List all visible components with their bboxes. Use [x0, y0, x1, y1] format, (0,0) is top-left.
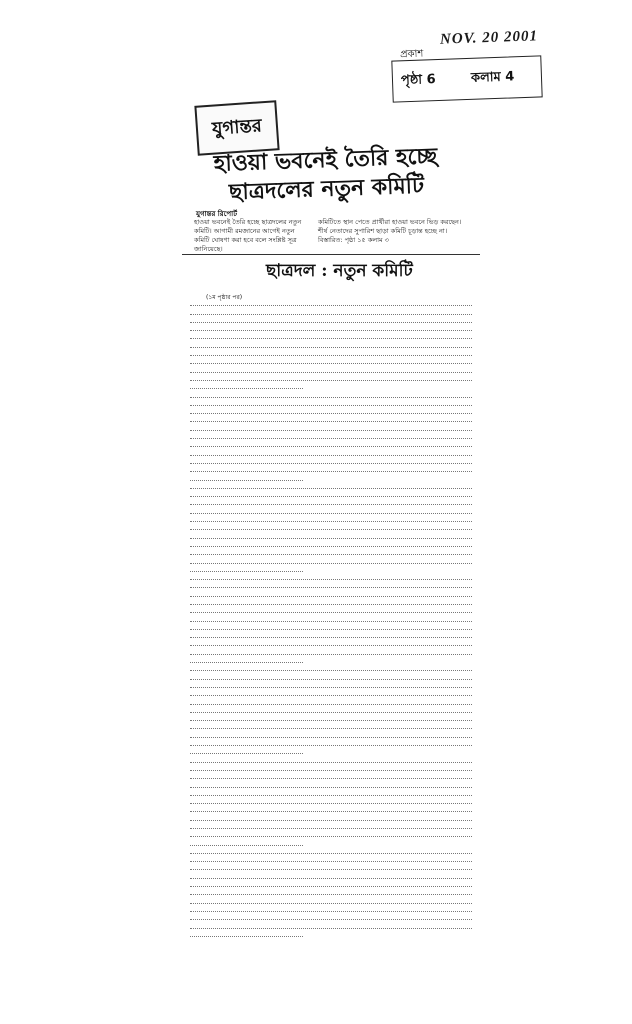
body-text-line — [190, 447, 472, 455]
body-text-line — [190, 812, 472, 820]
body-text-line — [190, 497, 472, 505]
body-text-line — [190, 771, 472, 779]
newspaper-logo: যুগান্তর — [194, 100, 279, 156]
body-text-line — [190, 696, 472, 704]
body-text-line — [190, 356, 472, 364]
body-text-line — [190, 688, 472, 696]
body-text-line — [190, 564, 303, 572]
body-text-line — [190, 514, 472, 522]
continuation-subhead: ছাত্রদল : নতুন কমিটি — [266, 261, 413, 281]
body-text-line — [190, 580, 472, 588]
body-text-line — [190, 680, 472, 688]
body-text-line — [190, 671, 472, 679]
body-text-line — [190, 846, 472, 854]
body-text-line — [190, 937, 472, 944]
body-text-line — [190, 879, 472, 887]
body-text-line — [190, 481, 472, 489]
body-text-line — [190, 348, 472, 356]
body-text-line — [190, 339, 472, 347]
body-text-line — [190, 738, 472, 746]
body-text-line — [190, 331, 472, 339]
article-body — [190, 298, 472, 944]
body-text-line — [190, 555, 472, 563]
body-text-line — [190, 837, 303, 845]
body-text-line — [190, 522, 472, 530]
body-text-line — [190, 796, 472, 804]
stamp-prefix: প্রকাশ — [399, 48, 424, 61]
body-text-line — [190, 439, 472, 447]
body-text-line — [190, 663, 472, 671]
body-text-line — [190, 895, 472, 903]
body-text-line — [190, 821, 472, 829]
body-text-line — [190, 829, 472, 837]
body-text-line — [190, 489, 472, 497]
body-text-line — [190, 431, 472, 439]
section-divider — [182, 254, 480, 255]
body-text-line — [190, 389, 472, 397]
body-text-line — [190, 588, 472, 596]
headline-line-2: ছাত্রদলের নতুন কমিটি — [228, 172, 425, 206]
body-text-line — [190, 315, 472, 323]
lead-paragraph: হাওয়া ভবনেই তৈরি হচ্ছে ছাত্রদলের নতুন কমিটি। আগামী রমজানের আগেই নতুন কমিটি ঘোষণা করা হবে বলে সংশ্লিষ্ট সূত্র জানিয়েছে। — [194, 218, 302, 253]
body-text-line — [190, 646, 472, 654]
body-text-line — [190, 862, 472, 870]
body-text-line — [190, 298, 472, 306]
body-text-line — [190, 763, 472, 771]
headline-line-1: হাওয়া ভবনেই তৈরি হচ্ছে — [213, 143, 438, 177]
body-text-line — [190, 530, 472, 538]
body-text-line — [190, 912, 472, 920]
body-text-line — [190, 381, 303, 389]
body-text-line — [190, 713, 472, 721]
body-text-line — [190, 323, 472, 331]
body-text-line — [190, 638, 472, 646]
body-text-line — [190, 456, 472, 464]
body-text-line — [190, 613, 472, 621]
body-text-line — [190, 406, 472, 414]
body-text-line — [190, 539, 472, 547]
body-text-line — [190, 887, 472, 895]
body-text-line — [190, 464, 472, 472]
body-text-line — [190, 505, 472, 513]
continued-marker: (১ম পৃষ্ঠার পর) — [206, 294, 243, 301]
body-text-line — [190, 472, 303, 480]
body-text-line — [190, 373, 472, 381]
body-text-line — [190, 904, 472, 912]
stamp-column-label: কলাম 4 — [470, 69, 515, 86]
body-text-line — [190, 721, 472, 729]
body-text-line — [190, 414, 472, 422]
body-text-line — [190, 364, 472, 372]
body-text-line — [190, 597, 472, 605]
reporter-byline: যুগান্তর রিপোর্ট — [196, 210, 238, 218]
body-text-line — [190, 655, 303, 663]
body-text-line — [190, 788, 472, 796]
body-text-line — [190, 854, 472, 862]
body-text-line — [190, 422, 472, 430]
body-text-line — [190, 630, 472, 638]
stamp-page-label: পৃষ্ঠা 6 — [400, 72, 436, 89]
headline — [175, 141, 477, 209]
body-text-line — [190, 804, 472, 812]
body-text-line — [190, 705, 472, 713]
body-text-line — [190, 547, 472, 555]
page-column-stamp — [391, 48, 542, 102]
body-text-line — [190, 870, 472, 878]
body-text-line — [190, 398, 472, 406]
body-text-line — [190, 920, 472, 928]
body-text-line — [190, 929, 303, 937]
body-text-line — [190, 779, 472, 787]
body-text-line — [190, 572, 472, 580]
body-text-line — [190, 754, 472, 762]
body-text-line — [190, 746, 303, 754]
body-text-line — [190, 605, 472, 613]
body-text-line — [190, 306, 472, 314]
lead-paragraph-2: কমিটিতে স্থান পেতে প্রার্থীরা হাওয়া ভবনে ভিড় করছেন। শীর্ষ নেতাদের সুপারিশ ছাড়া কমিটি চূড়ান্ত হচ্ছে না। বিস্তারিত: পৃষ্ঠা ১৫ কলাম ৩ — [318, 218, 462, 244]
body-text-line — [190, 729, 472, 737]
body-text-line — [190, 622, 472, 630]
clipping-date-stamp: NOV. 20 2001 — [439, 28, 539, 48]
